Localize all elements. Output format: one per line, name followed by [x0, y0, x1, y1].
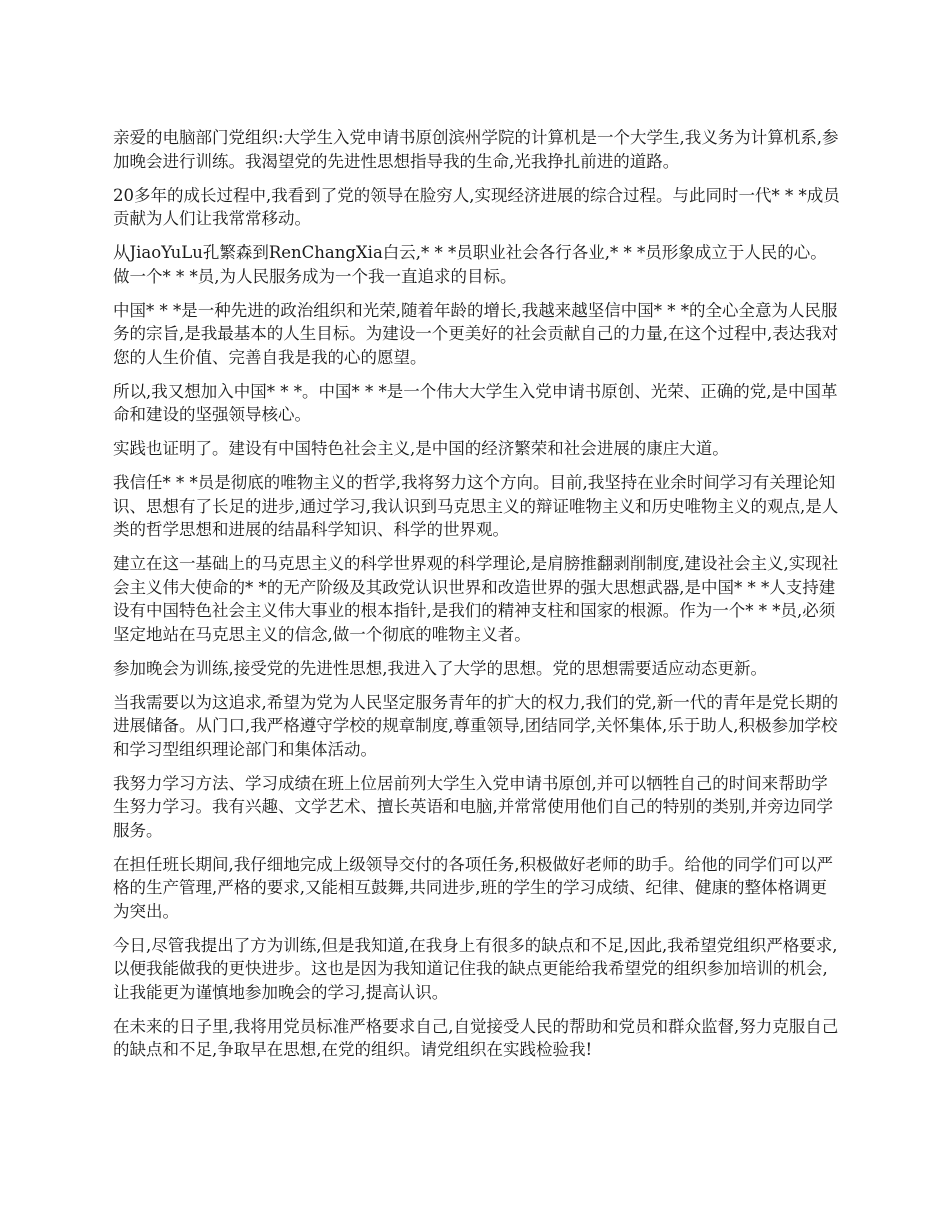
paragraph: 亲爱的电脑部门党组织:大学生入党申请书原创滨州学院的计算机是一个大学生,我义务为计算机系,参加晚会进行训练。我渴望党的先进性思想指导我的生命,光我挣扎前进的道路。	[113, 128, 839, 171]
paragraph: 参加晚会为训练,接受党的先进性思想,我进入了大学的思想。党的思想需要适应动态更新。	[113, 658, 767, 678]
paragraph: 20多年的成长过程中,我看到了党的领导在脸穷人,实现经济进展的综合过程。与此同时一代* * *成员贡献为人们让我常常移动。	[113, 185, 840, 228]
paragraph: 我信任* * *员是彻底的唯物主义的哲学,我将努力这个方向。目前,我坚持在业余时间学习有关理论知识、思想有了长足的进步,通过学习,我认识到马克思主义的辩证唯物主义和历史唯物主义的观点,是人类的哲学思想和进展的结晶科学知识、科学的世界观。	[113, 473, 839, 539]
paragraph: 中国* * *是一种先进的政治组织和光荣,随着年龄的增长,我越来越坚信中国* * *的全心全意为人民服务的宗旨,是我最基本的人生目标。为建设一个更美好的社会贡献自己的力量,在这个过程中,表达我对您的人生价值、完善自我是我的心的愿望。	[113, 300, 839, 367]
paragraph: 我努力学习方法、学习成绩在班上位居前列大学生入党申请书原创,并可以牺牲自己的时间来帮助学生努力学习。我有兴趣、文学艺术、擅长英语和电脑,并常常使用他们自己的特别的类别,并旁边同学服务。	[113, 773, 833, 840]
document-body	[113, 126, 843, 1072]
paragraph: 实践也证明了。建设有中国特色社会主义,是中国的经济繁荣和社会进展的康庄大道。	[113, 439, 729, 458]
paragraph: 在担任班长期间,我仔细地完成上级领导交付的各项任务,积极做好老师的助手。给他的同学们可以严格的生产管理,严格的要求,又能相互鼓舞,共同进步,班的学生的学习成绩、纪律、健康的整体格调更为突出。	[113, 854, 833, 921]
paragraph: 从JiaoYuLu孔繁森到RenChangXia白云,* * *员职业社会各行各业,* * *员形象成立于人民的心。做一个* * *员,为人民服务成为一个我一直追求的目标。	[113, 243, 827, 286]
paragraph: 所以,我又想加入中国* * *。中国* * *是一个伟大大学生入党申请书原创、光荣、正确的党,是中国革命和建设的坚强领导核心。	[113, 381, 838, 424]
paragraph: 建立在这一基础上的马克思主义的科学世界观的科学理论,是肩膀推翻剥削制度,建设社会主义,实现社会主义伟大使命的* *的无产阶级及其政党认识世界和改造世界的强大思想武器,是中国* * *人支持建设有中国特色社会主义伟大事业的根本指针,是我们的精神支柱和国家的根源。作为一个* * *员,必须坚定地站在马克思主义的信念,做一个彻底的唯物主义者。	[113, 554, 839, 644]
paragraph: 当我需要以为这追求,希望为党为人民坚定服务青年的扩大的权力,我们的党,新一代的青年是党长期的进展储备。从门口,我严格遵守学校的规章制度,尊重领导,团结同学,关怀集体,乐于助人,积极参加学校和学习型组织理论部门和集体活动。	[113, 692, 839, 759]
paragraph: 在未来的日子里,我将用党员标准严格要求自己,自觉接受人民的帮助和党员和群众监督,努力克服自己的缺点和不足,争取早在思想,在党的组织。请党组织在实践检验我!	[113, 1016, 839, 1059]
paragraph: 今日,尽管我提出了方为训练,但是我知道,在我身上有很多的缺点和不足,因此,我希望党组织严格要求,以便我能做我的更快进步。这也是因为我知道记住我的缺点更能给我希望党的组织参加培训的机会,让我能更为谨慎地参加晚会的学习,提高认识。	[113, 935, 838, 1002]
